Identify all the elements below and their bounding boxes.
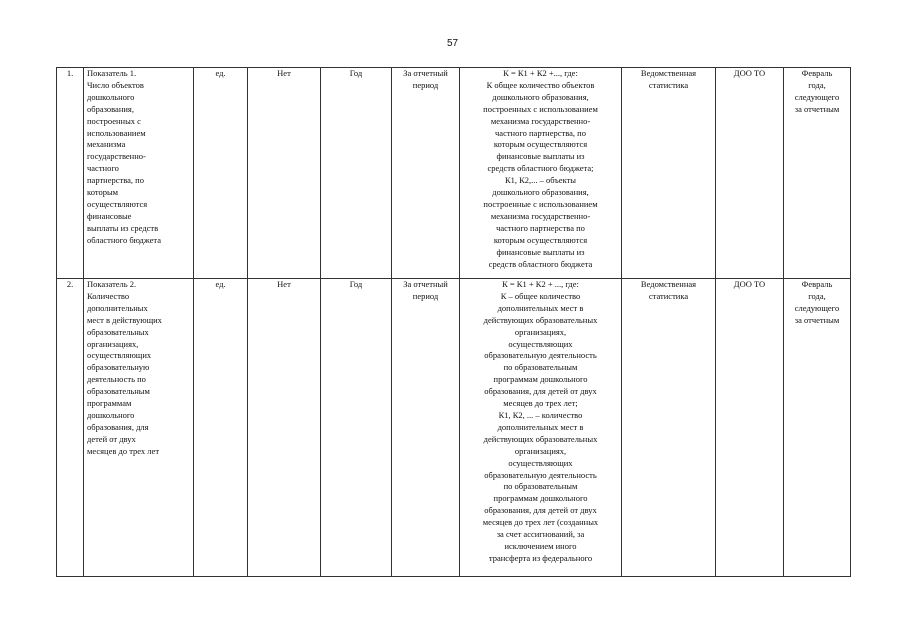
flag-cell: Нет <box>248 68 321 279</box>
responsible-cell: ДОО ТО <box>716 279 784 577</box>
row-number: 2. <box>57 279 84 577</box>
unit-cell: ед. <box>194 68 248 279</box>
periodicity-cell: Год <box>321 279 392 577</box>
periodicity-cell: Год <box>321 68 392 279</box>
formula-cell <box>460 279 622 577</box>
indicator-name: Показатель 2. Количество дополнительных мест в действующих образовательных организациях, осуществляющих образовательную деятельность по образовательным программам дошкольного образования, для детей от двух месяцев до трех лет <box>84 279 194 577</box>
period-cell: За отчетный период <box>392 68 460 279</box>
table-row <box>57 279 851 577</box>
source-cell: Ведомственная статистика <box>622 68 716 279</box>
indicator-name: Показатель 1. Число объектов дошкольного образования, построенных с использованием механизма государственно- частного партнерства, по которым осуществляются финансовые выплаты из средств областного бюджета <box>84 68 194 279</box>
deadline-cell: Февраль года, следующего за отчетным <box>784 68 851 279</box>
formula-definition: К общее количество объектов дошкольного образования, построенных с использованием механизма государственно- частного партнерства, по которым осуществляются финансовые выплаты из средств областного бюджета; К1, К2,... – объекты дошкольного образования, построенные с использованием механизма государственно- частного партнерства по которым осуществляются финансовые выплаты из средств областного бюджета <box>483 79 598 269</box>
formula-cell <box>460 68 622 279</box>
responsible-cell: ДОО ТО <box>716 68 784 279</box>
row-number: 1. <box>57 68 84 279</box>
deadline-cell: Февраль года, следующего за отчетным <box>784 279 851 577</box>
flag-cell: Нет <box>248 279 321 577</box>
formula-text: К = К1 + К2 + ..., где: <box>502 279 579 289</box>
formula-definition: К – общее количество дополнительных мест в действующих образовательных организациях, осуществляющих образовательную деятельность по образовательным программам дошкольного образования, для детей от двух месяцев до трех лет; К1, К2, ... – количество дополнительных мест в действующих образовательных организациях, осуществляющих образовательную деятельность по образовательным программам дошкольного образования, для детей от двух месяцев до трех лет (созданных за счет ассигнований, за исключением иного трансферта из федерального <box>482 290 599 563</box>
table-row <box>57 68 851 279</box>
source-cell: Ведомственная статистика <box>622 279 716 577</box>
page-number: 57 <box>446 38 459 49</box>
indicators-table <box>56 67 851 577</box>
unit-cell: ед. <box>194 279 248 577</box>
period-cell: За отчетный период <box>392 279 460 577</box>
formula-text: К = К1 + К2 +..., где: <box>503 68 578 78</box>
